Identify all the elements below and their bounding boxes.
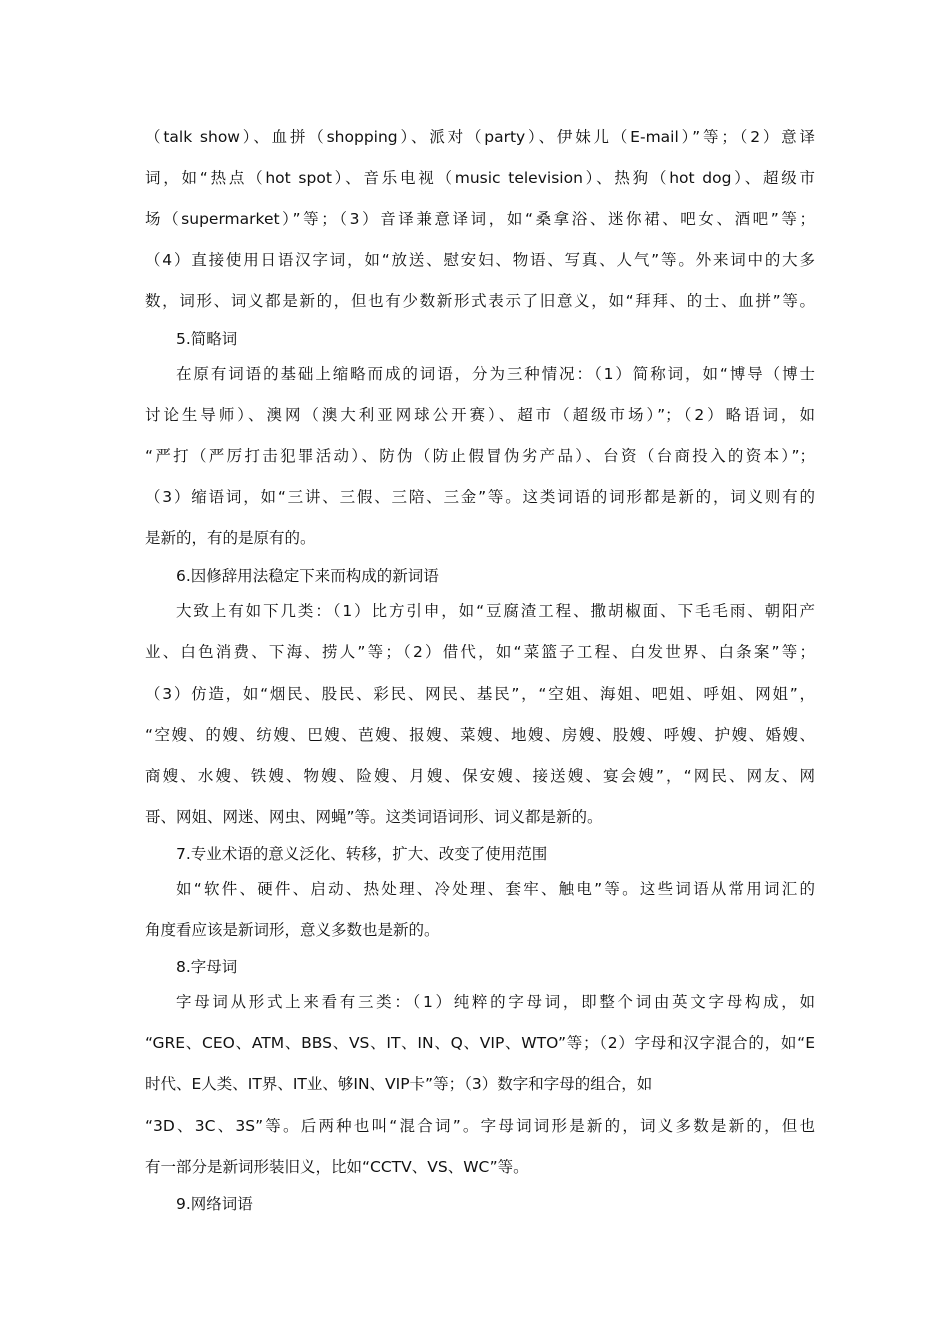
text-line: 数，词形、词义都是新的，但也有少数新形式表示了旧意义，如“拜拜、的士、血拼”等。 <box>145 292 815 310</box>
text-line: （4）直接使用日语汉字词，如“放送、慰安妇、物语、写真、人气”等。外来词中的大多 <box>145 251 815 269</box>
text-line: 哥、网姐、网迷、网虫、网蝇”等。这类词语词形、词义都是新的。 <box>145 808 603 826</box>
text-line: 业、白色消费、下海、捞人”等；（2）借代，如“菜篮子工程、白发世界、白条案”等； <box>145 643 815 661</box>
section-heading: 7.专业术语的意义泛化、转移，扩大、改变了使用范围 <box>176 845 548 863</box>
text-line: 大致上有如下几类：（1）比方引申，如“豆腐渣工程、撒胡椒面、下毛毛雨、朝阳产 <box>176 602 815 620</box>
text-line: 场（supermarket）”等；（3）音译兼意译词，如“桑拿浴、迷你裙、吧女、酒吧”等； <box>145 210 815 228</box>
section-heading: 5.简略词 <box>176 330 238 348</box>
text-line: 时代、E人类、IT界、IT业、够IN、VIP卡”等；（3）数字和字母的组合，如 <box>145 1075 653 1093</box>
text-line: 如“软件、硬件、启动、热处理、冷处理、套牢、触电”等。这些词语从常用词汇的 <box>176 880 815 898</box>
text-line: 有一部分是新词形装旧义，比如“CCTV、VS、WC”等。 <box>145 1158 529 1176</box>
section-heading: 6.因修辞用法稳定下来而构成的新词语 <box>176 567 439 585</box>
text-line: （talk show）、血拼（shopping）、派对（party）、伊妹儿（E-mail）”等；（2）意译 <box>145 128 815 146</box>
text-line: 词，如“热点（hot spot）、音乐电视（music television）、热狗（hot dog）、超级市 <box>145 169 815 187</box>
section-heading: 9.网络词语 <box>176 1195 253 1213</box>
text-line: “3D、3C、3S”等。后两种也叫“混合词”。字母词词形是新的，词义多数是新的，但也 <box>145 1117 815 1135</box>
text-line: （3）缩语词，如“三讲、三假、三陪、三金”等。这类词语的词形都是新的，词义则有的 <box>145 488 815 506</box>
text-line: 讨论生导师）、澳网（澳大利亚网球公开赛）、超市（超级市场）”；（2）略语词，如 <box>145 406 815 424</box>
text-line: 是新的，有的是原有的。 <box>145 529 316 547</box>
text-line: 商嫂、水嫂、铁嫂、物嫂、险嫂、月嫂、保安嫂、接送嫂、宴会嫂”，“网民、网友、网 <box>145 767 815 785</box>
text-line: “GRE、CEO、ATM、BBS、VS、IT、IN、Q、VIP、WTO”等；（2）字母和汉字混合的，如“E <box>145 1034 815 1052</box>
text-line: 在原有词语的基础上缩略而成的词语，分为三种情况：（1）简称词，如“博导（博士 <box>176 365 815 383</box>
text-line: “严打（严厉打击犯罪活动）、防伪（防止假冒伪劣产品）、台资（台商投入的资本）”； <box>145 447 815 465</box>
text-line: 角度看应该是新词形，意义多数也是新的。 <box>145 921 440 939</box>
text-line: “空嫂、的嫂、纺嫂、巴嫂、芭嫂、报嫂、菜嫂、地嫂、房嫂、股嫂、呼嫂、护嫂、婚嫂、 <box>145 726 815 744</box>
section-heading: 8.字母词 <box>176 958 238 976</box>
text-line: 字母词从形式上来看有三类：（1）纯粹的字母词，即整个词由英文字母构成，如 <box>176 993 815 1011</box>
text-line: （3）仿造，如“烟民、股民、彩民、网民、基民”，“空姐、海姐、吧姐、呼姐、网姐”， <box>145 685 815 703</box>
